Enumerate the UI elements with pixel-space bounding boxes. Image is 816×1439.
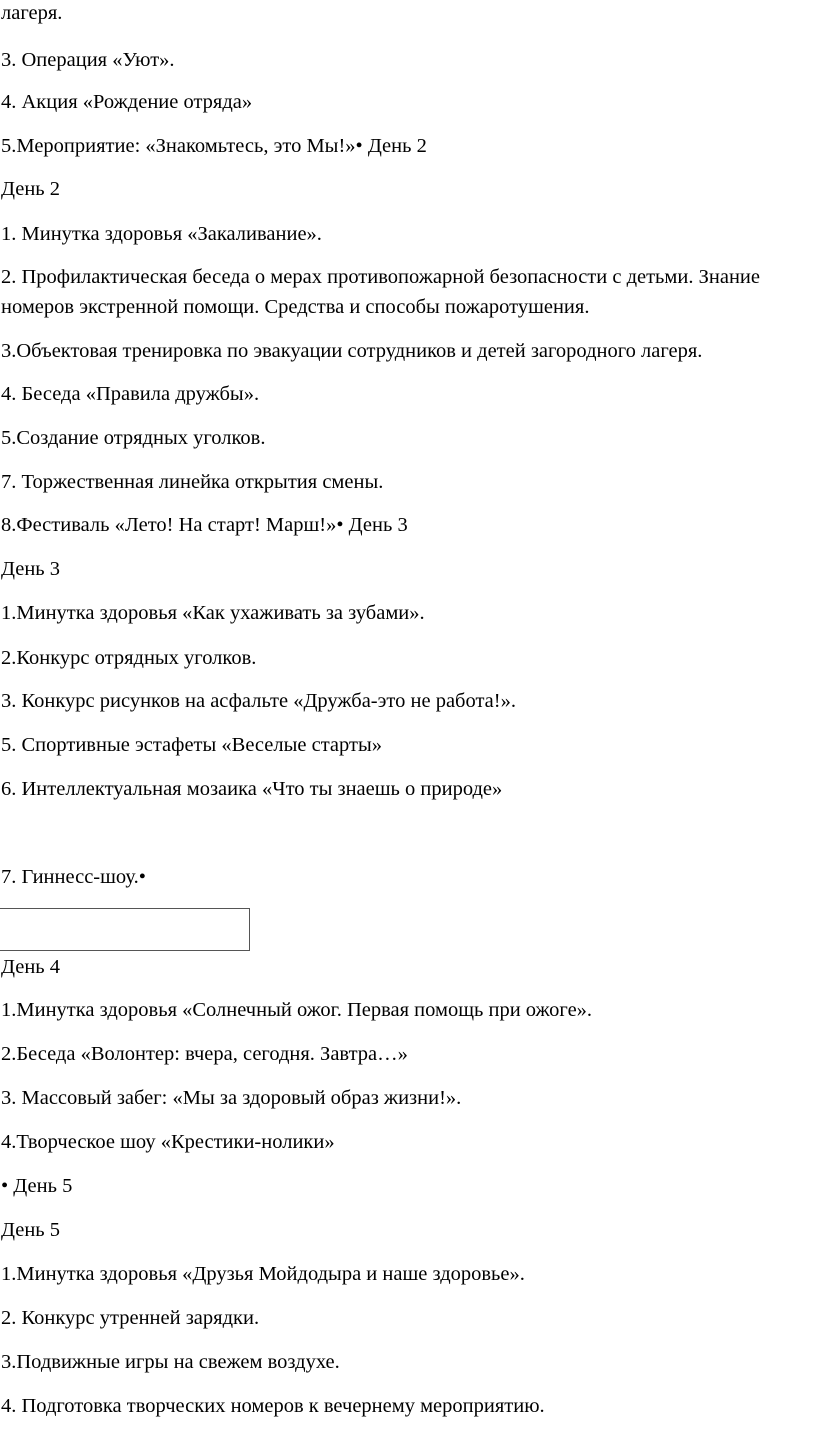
empty-frame <box>0 908 250 951</box>
text-line: 4. Беседа «Правила дружбы». <box>1 383 260 405</box>
section-heading: День 4 <box>1 956 61 978</box>
text-line: 3. Операция «Уют». <box>1 49 175 71</box>
text-line: лагеря. <box>1 2 63 24</box>
text-line: 5. Спортивные эстафеты «Веселые старты» <box>1 734 382 756</box>
text-line: 4. Подготовка творческих номеров к вечернему мероприятию. <box>1 1395 545 1417</box>
text-line: 2.Беседа «Волонтер: вчера, сегодня. Завтра…» <box>1 1043 408 1065</box>
section-heading: День 2 <box>1 178 61 200</box>
text-line: 1.Минутка здоровья «Друзья Мойдодыра и наше здоровье». <box>1 1263 525 1285</box>
text-line: 1.Минутка здоровья «Солнечный ожог. Первая помощь при ожоге». <box>1 999 593 1021</box>
section-heading: День 3 <box>1 558 61 580</box>
text-line: 3. Массовый забег: «Мы за здоровый образ жизни!». <box>1 1087 462 1109</box>
text-line: 3.Подвижные игры на свежем воздухе. <box>1 1351 340 1373</box>
text-line: 1. Минутка здоровья «Закаливание». <box>1 223 322 245</box>
text-line: 7. Гиннесс-шоу.• <box>1 866 146 888</box>
text-line: 4.Творческое шоу «Крестики-нолики» <box>1 1131 335 1153</box>
text-line: 3. Конкурс рисунков на асфальте «Дружба-это не работа!». <box>1 690 516 712</box>
text-line: 3.Объектовая тренировка по эвакуации сотрудников и детей загородного лагеря. <box>1 340 703 362</box>
text-line: 7. Торжественная линейка открытия смены. <box>1 471 384 493</box>
text-line: 6. Интеллектуальная мозаика «Что ты знаешь о природе» <box>1 778 503 800</box>
text-line: 5.Создание отрядных уголков. <box>1 427 266 449</box>
text-paragraph: 2. Профилактическая беседа о мерах противопожарной безопасности с детьми. Знание номеров экстренной помощи. Средства и способы пожаротушения. <box>1 266 760 318</box>
text-line: • День 5 <box>1 1175 73 1197</box>
text-line: 1.Минутка здоровья «Как ухаживать за зубами». <box>1 602 425 624</box>
text-line: 4. Акция «Рождение отряда» <box>1 91 253 113</box>
text-line: 2. Конкурс утренней зарядки. <box>1 1307 260 1329</box>
text-line: 2.Конкурс отрядных уголков. <box>1 647 257 669</box>
text-line: 5.Мероприятие: «Знакомьтесь, это Мы!»• День 2 <box>1 135 427 157</box>
section-heading: День 5 <box>1 1219 61 1241</box>
text-line: 8.Фестиваль «Лето! На старт! Марш!»• День 3 <box>1 514 408 536</box>
